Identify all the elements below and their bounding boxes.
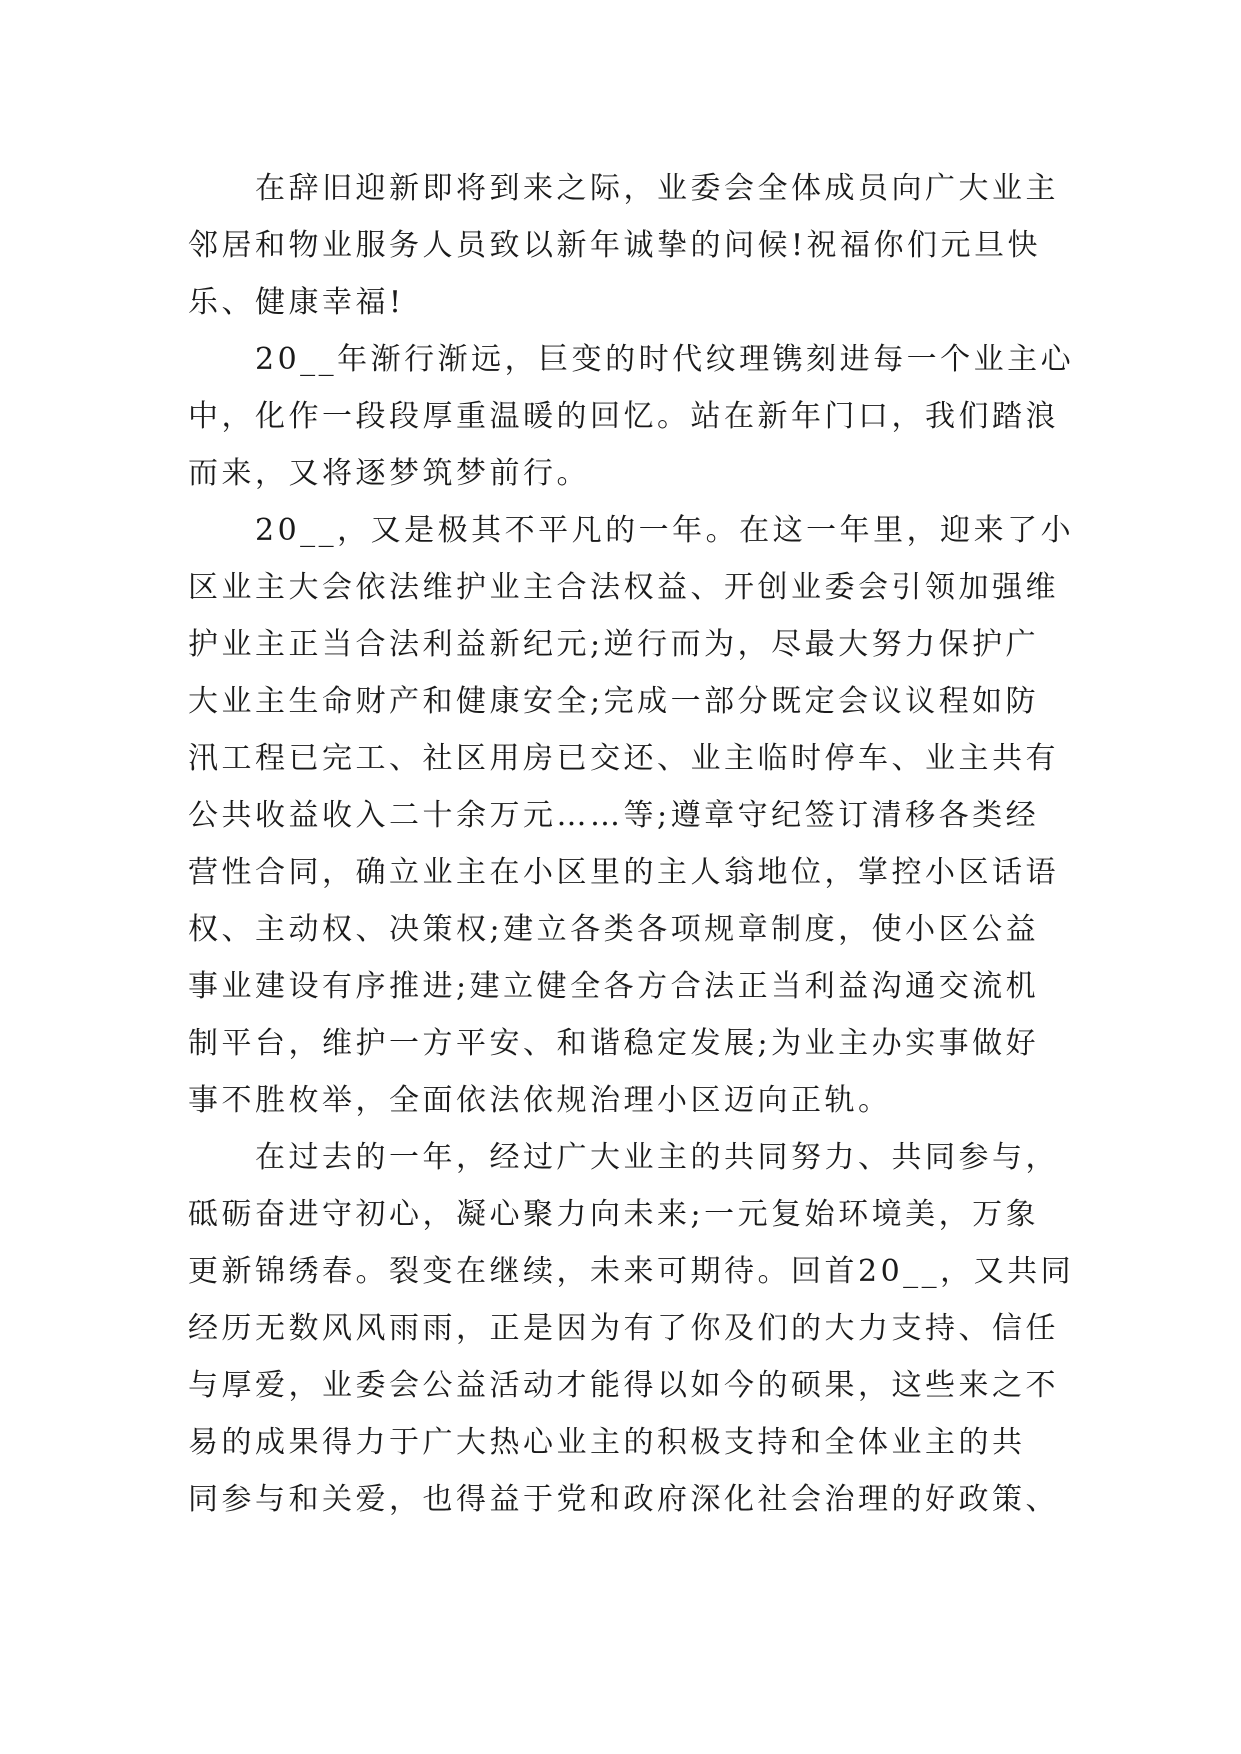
text-line: 汛工程已完工、社区用房已交还、业主临时停车、业主共有 xyxy=(188,741,1059,776)
text-line: 事业建设有序推进;建立健全各方合法正当利益沟通交流机 xyxy=(188,969,1040,1004)
text-line: 经历无数风风雨雨，正是因为有了你及们的大力支持、信任 xyxy=(188,1311,1059,1346)
text-line: 20__，又是极其不平凡的一年。在这一年里，迎来了小 xyxy=(255,513,1075,548)
text-line: 大业主生命财产和健康安全;完成一部分既定会议议程如防 xyxy=(188,684,1040,719)
text-line: 邻居和物业服务人员致以新年诚挚的问候!祝福你们元旦快 xyxy=(188,228,1042,263)
text-line: 20__年渐行渐远，巨变的时代纹理镌刻进每一个业主心 xyxy=(255,342,1075,377)
text-line: 在辞旧迎新即将到来之际，业委会全体成员向广大业主 xyxy=(255,171,1059,206)
paragraph-gratitude xyxy=(188,1129,1075,1528)
text-line: 事不胜枚举，全面依法依规治理小区迈向正轨。 xyxy=(188,1083,892,1118)
text-line: 乐、健康幸福! xyxy=(188,285,405,320)
text-line: 营性合同，确立业主在小区里的主人翁地位，掌控小区话语 xyxy=(188,855,1059,890)
paragraph-achievements xyxy=(188,502,1075,1129)
paragraph-year-review xyxy=(188,331,1075,502)
text-line: 砥砺奋进守初心，凝心聚力向未来;一元复始环境美，万象 xyxy=(188,1197,1040,1232)
text-line: 区业主大会依法维护业主合法权益、开创业委会引领加强维 xyxy=(188,570,1059,605)
text-line: 中，化作一段段厚重温暖的回忆。站在新年门口，我们踏浪 xyxy=(188,399,1059,434)
text-line: 更新锦绣春。裂变在继续，未来可期待。回首20__，又共同 xyxy=(188,1254,1075,1289)
text-line: 而来，又将逐梦筑梦前行。 xyxy=(188,456,590,491)
text-line: 公共收益收入二十余万元……等;遵章守纪签订清移各类经 xyxy=(188,798,1040,833)
text-line: 同参与和关爱，也得益于党和政府深化社会治理的好政策、 xyxy=(188,1482,1059,1517)
text-line: 护业主正当合法利益新纪元;逆行而为，尽最大努力保护广 xyxy=(188,627,1040,662)
text-line: 与厚爱，业委会公益活动才能得以如今的硕果，这些来之不 xyxy=(188,1368,1059,1403)
text-line: 权、主动权、决策权;建立各类各项规章制度，使小区公益 xyxy=(188,912,1040,947)
document-body xyxy=(188,160,1075,1528)
text-line: 易的成果得力于广大热心业主的积极支持和全体业主的共 xyxy=(188,1425,1026,1460)
text-line: 制平台，维护一方平安、和谐稳定发展;为业主办实事做好 xyxy=(188,1026,1040,1061)
paragraph-greeting xyxy=(188,160,1068,331)
text-line: 在过去的一年，经过广大业主的共同努力、共同参与， xyxy=(255,1140,1059,1175)
